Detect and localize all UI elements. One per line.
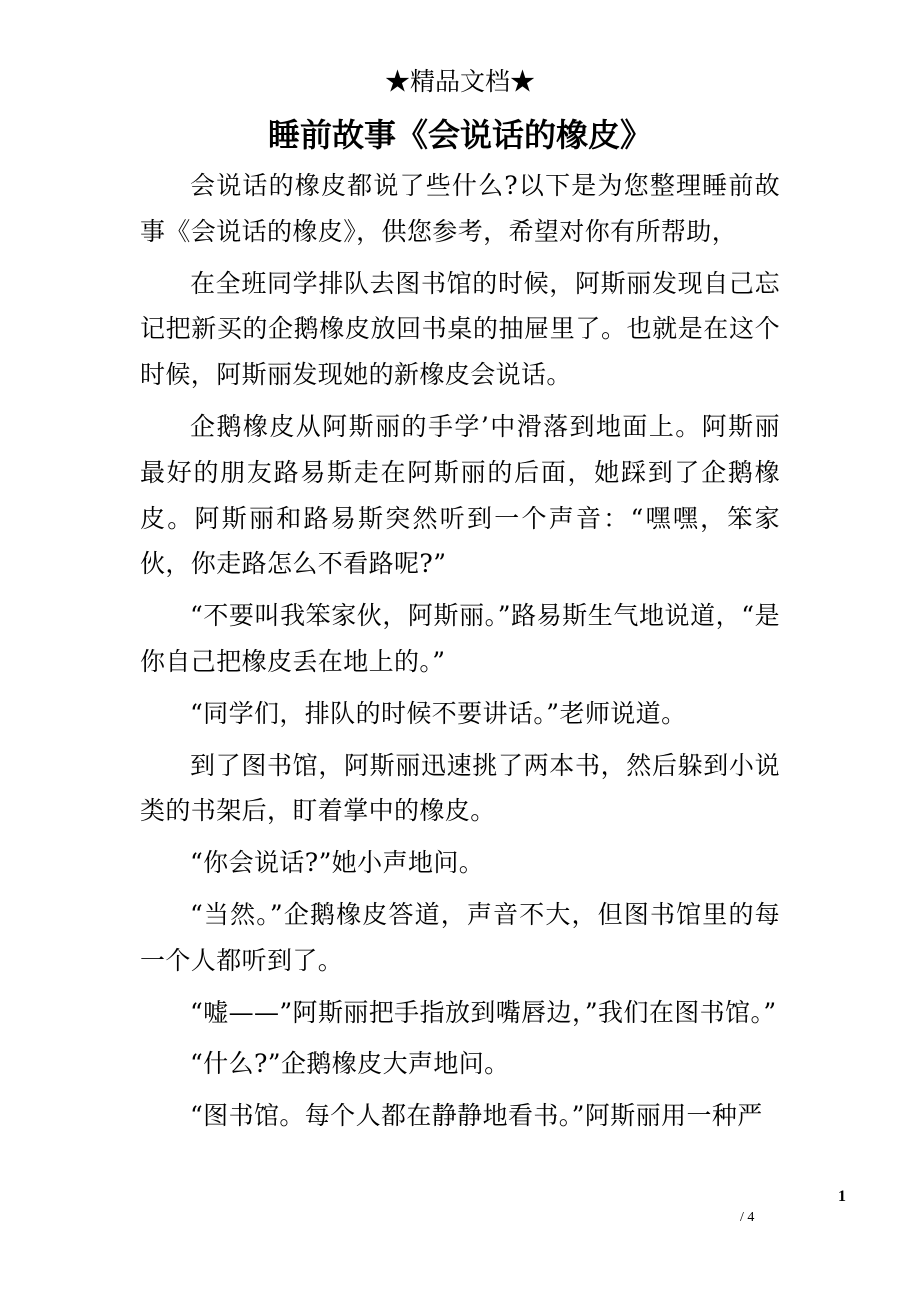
page-number: 1 (838, 1188, 846, 1205)
story-title: 睡前故事《会说话的橡皮》 (267, 116, 652, 154)
page-total: / 4 (740, 1210, 755, 1225)
paragraph-3: 企鹅橡皮从阿斯丽的手学’中滑落到地面上。阿斯丽最好的朋友路易斯走在阿斯丽的后面，她踩到了企鹅橡皮。阿斯丽和路易斯突然听到一个声音：“嘿嘿，笨家伙，你走路怎么不看路呢?” (140, 411, 780, 579)
paragraph-9: “嘘——”阿斯丽把手指放到嘴唇边，”我们在图书馆。” (190, 997, 777, 1027)
paragraph-4: “不要叫我笨家伙，阿斯丽。”路易斯生气地说道，“是你自己把橡皮丢在地上的。” (140, 601, 780, 676)
paragraph-10: “什么?”企鹅橡皮大声地问。 (190, 1049, 510, 1079)
paragraph-11: “图书馆。每个人都在静静地看书。”阿斯丽用一种严 (190, 1101, 763, 1131)
story-body (140, 163, 780, 1145)
paragraph-1: 会说话的橡皮都说了些什么?以下是为您整理睡前故事《会说话的橡皮》，供您参考，希望对你有所帮助， (140, 171, 780, 246)
paragraph-6: 到了图书馆，阿斯丽迅速挑了两本书，然后躲到小说类的书架后，盯着掌中的橡皮。 (140, 750, 780, 826)
paragraph-2: 在全班同学排队去图书馆的时候，阿斯丽发现自己忘记把新买的企鹅橡皮放回书桌的抽屉里了。也就是在这个时候，阿斯丽发现她的新橡皮会说话。 (140, 268, 780, 390)
paragraph-5: “同学们，排队的时候不要讲话。”老师说道。 (190, 698, 687, 728)
document-header: ★精品文档★ (384, 67, 535, 96)
paragraph-7: “你会说话?”她小声地问。 (190, 848, 485, 878)
paragraph-8: “当然。”企鹅橡皮答道，声音不大，但图书馆里的每一个人都听到了。 (140, 899, 780, 975)
